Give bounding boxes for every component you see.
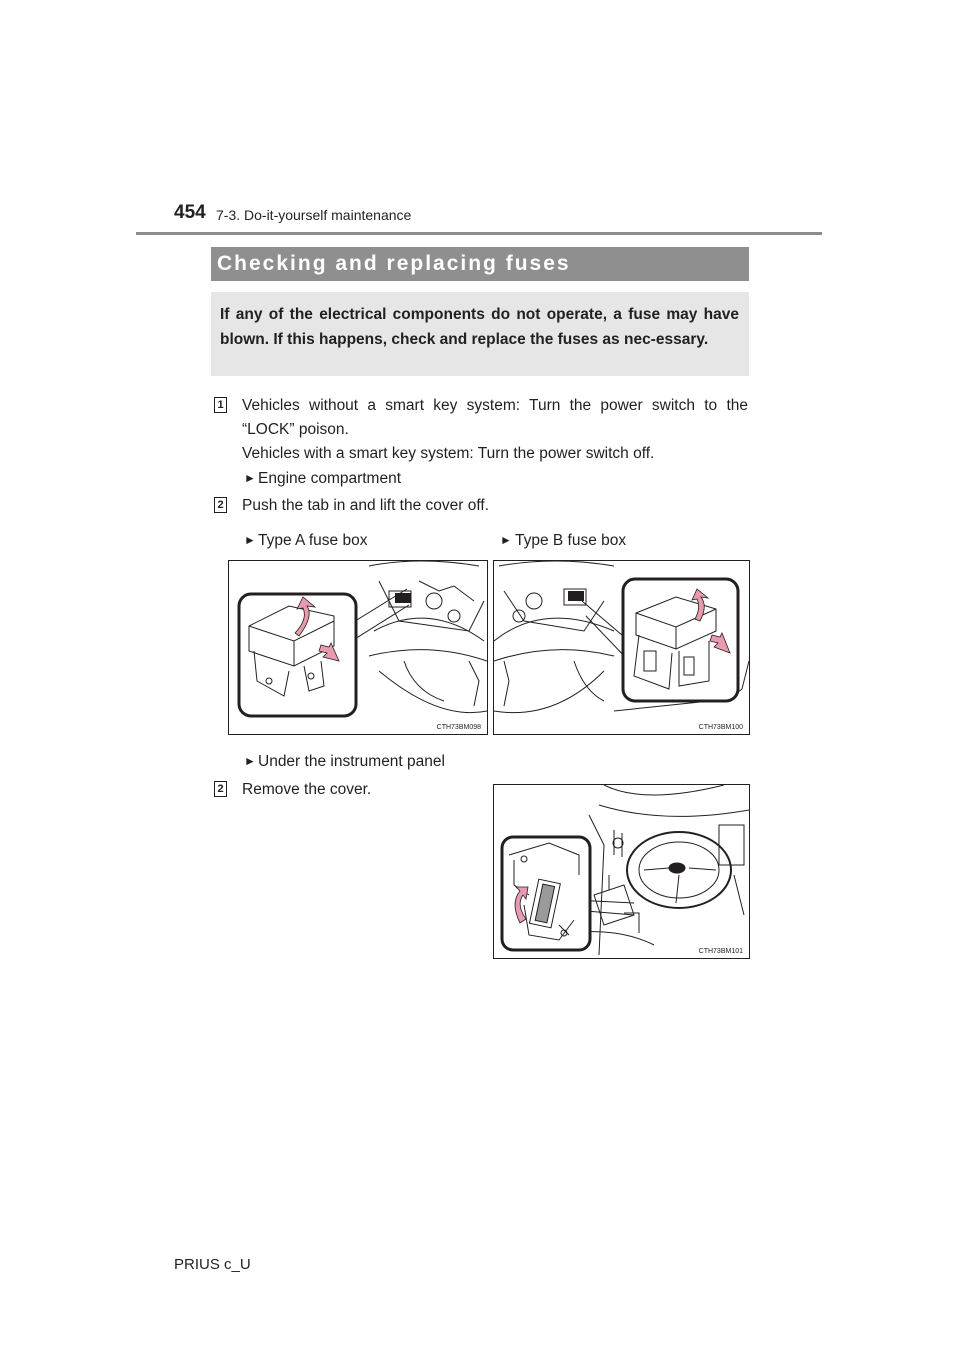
fuse-box-b-figure <box>493 560 750 735</box>
step-number: 2 <box>214 497 227 513</box>
step-text: “LOCK” poison. <box>242 421 349 438</box>
step-number: 1 <box>214 397 227 413</box>
footer-model: PRIUS c_U <box>174 1256 251 1273</box>
section-title: Checking and replacing fuses <box>211 247 749 281</box>
page-number: 454 <box>174 202 206 223</box>
bullet-arrow-icon: ► <box>244 471 256 485</box>
instrument-panel-illustration <box>494 785 749 958</box>
step-number: 2 <box>214 781 227 797</box>
figure-label: Type B fuse box <box>515 532 627 549</box>
intro-box: If any of the electrical components do not operate, a fuse may have blown. If this happens, check and replace the fuses as nec-essary. <box>211 292 749 376</box>
chapter-title: 7-3. Do-it-yourself maintenance <box>216 207 412 223</box>
fuse-box-a-figure <box>228 560 488 735</box>
figure-code: CTH73BM098 <box>436 724 481 731</box>
figure-code: CTH73BM101 <box>698 948 743 955</box>
step-text: Vehicles without a smart key system: Turn the power switch to the <box>242 397 748 414</box>
header-divider <box>136 232 822 235</box>
instrument-panel-figure <box>493 784 750 959</box>
bullet-arrow-icon: ► <box>500 533 512 547</box>
subheading: Engine compartment <box>258 470 402 487</box>
step-text: Push the tab in and lift the cover off. <box>242 497 490 514</box>
bullet-arrow-icon: ► <box>244 754 256 768</box>
engine-bay-illustration <box>494 561 749 734</box>
figure-label: Type A fuse box <box>258 532 368 549</box>
subheading: Under the instrument panel <box>258 753 445 770</box>
bullet-arrow-icon: ► <box>244 533 256 547</box>
engine-bay-illustration <box>229 561 487 734</box>
step-text: Vehicles with a smart key system: Turn the power switch off. <box>242 445 655 462</box>
step-text: Remove the cover. <box>242 781 372 798</box>
figure-code: CTH73BM100 <box>698 724 743 731</box>
